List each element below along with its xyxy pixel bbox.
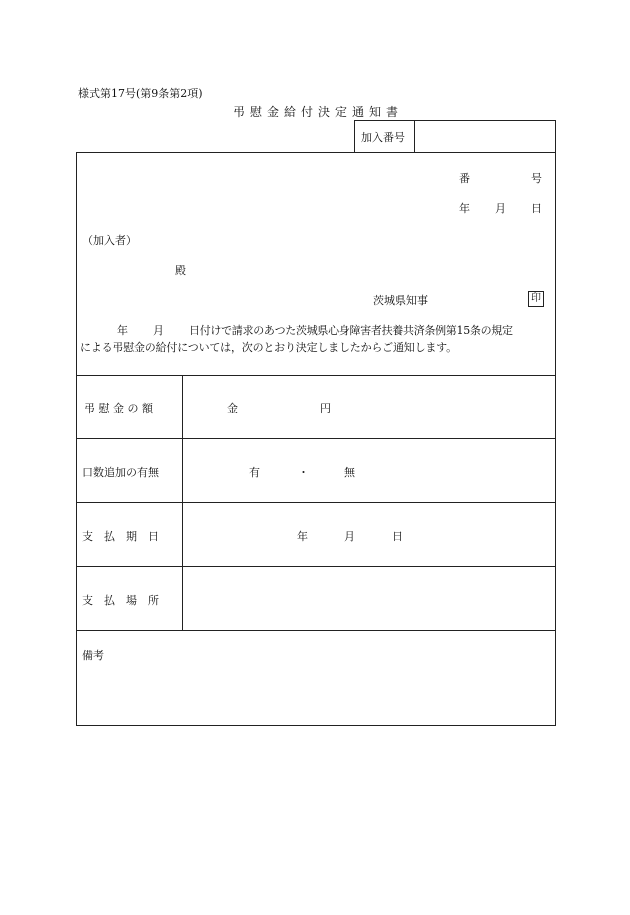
honorific-dono: 殿: [175, 264, 186, 277]
pay-date-month: 月: [344, 530, 355, 543]
header-year-label: 年: [459, 202, 470, 215]
extra-units-yes: 有: [249, 466, 260, 479]
number-ban-label: 番: [459, 172, 470, 185]
main-form-table: [76, 152, 556, 726]
pay-place-field[interactable]: [190, 590, 550, 608]
member-number-box: [354, 120, 556, 153]
body-line-2: による弔慰金の給付については，次のとおり決定しましたからご通知します。: [80, 341, 457, 354]
issuer-name: 茨城県知事: [373, 294, 428, 307]
header-month-label: 月: [495, 202, 506, 215]
header-day-label: 日: [531, 202, 542, 215]
amount-label: 弔 慰 金 の 額: [84, 402, 153, 415]
recipient-label: （加入者）: [82, 234, 137, 247]
pay-date-year: 年: [297, 530, 308, 543]
body-line-1: 日付けで請求のあつた茨城県心身障害者扶養共済条例第15条の規定: [189, 324, 513, 337]
extra-units-dot: ・: [298, 466, 309, 479]
official-seal-mark: 印: [528, 291, 544, 307]
remarks-field[interactable]: [82, 665, 548, 720]
body-date-month: 月: [153, 324, 164, 337]
member-number-field[interactable]: [419, 129, 549, 145]
amount-en: 円: [320, 402, 331, 415]
pay-date-day: 日: [392, 530, 403, 543]
extra-units-no: 無: [344, 466, 355, 479]
pay-date-label: 支 払 期 日: [82, 530, 159, 543]
remarks-label: 備考: [82, 649, 104, 662]
member-number-label: 加入番号: [361, 131, 405, 144]
number-go-label: 号: [531, 172, 542, 185]
document-title: 弔慰金給付決定通知書: [233, 105, 404, 119]
extra-units-label: 口数追加の有無: [82, 466, 159, 479]
pay-place-label: 支 払 場 所: [82, 594, 159, 607]
form-number: 様式第17号(第9条第2項): [78, 87, 203, 100]
body-date-year: 年: [117, 324, 128, 337]
amount-kin: 金: [227, 402, 238, 415]
